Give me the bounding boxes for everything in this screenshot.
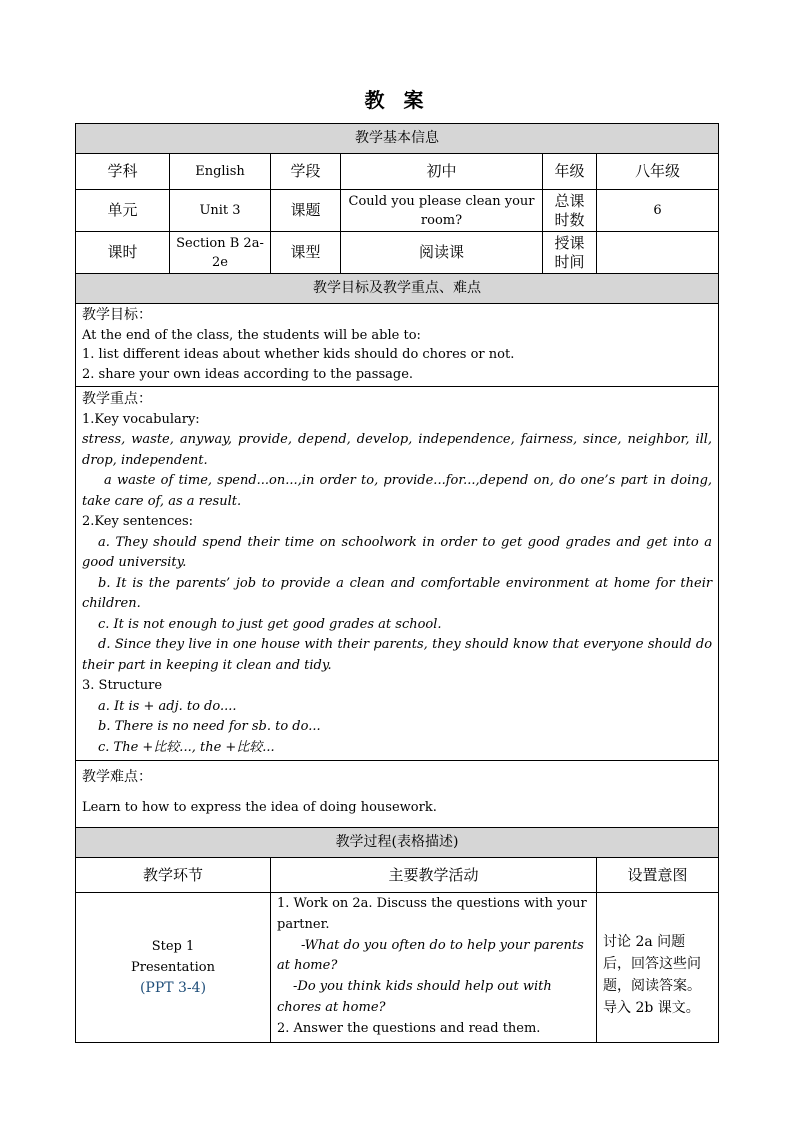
step-name: Step 1 (151, 938, 195, 954)
activity-line: 1. Work on 2a. Discuss the questions with your partner. (277, 896, 587, 932)
sentences-title: 2.Key sentences: (82, 514, 193, 529)
column-header: 主要教学活动 (271, 858, 597, 893)
activity-line: 2. Answer the questions and read them. (277, 1020, 541, 1036)
period-label: 课时 (76, 232, 170, 274)
difficulty-title: 教学难点： (82, 769, 152, 785)
teaching-time-label: 授课时间 (543, 232, 597, 274)
spacer (82, 788, 712, 798)
table-row (76, 154, 719, 190)
stage-value: 初中 (341, 154, 543, 190)
lesson-type-label: 课型 (271, 232, 341, 274)
process-header: 教学过程(表格描述) (76, 828, 719, 858)
key-sentence: d. Since they live in one house with their parents, they should know that everyone should do their part in keeping it clean and tidy. (82, 637, 713, 673)
structure-line: c. The +比较..., the +比较... (98, 739, 275, 755)
structure-line: a. It is + adj. to do.... (98, 698, 237, 714)
table-row (76, 893, 719, 1043)
table-row (76, 232, 719, 274)
step-stage: Presentation (131, 959, 215, 975)
vocab-phrases: a waste of time, spend...on...,in order to, provide...for...,depend on, do one’s part in doing, take care of, as a result. (82, 473, 713, 509)
unit-label: 单元 (76, 190, 170, 232)
stage-label: 学段 (271, 154, 341, 190)
total-hours-label: 总课时数 (543, 190, 597, 232)
lesson-plan-table (75, 123, 719, 1043)
key-sentence: b. It is the parents’ job to provide a clean and comfortable environment at home for their children. (82, 575, 713, 611)
goal-line: At the end of the class, the students will be able to: (82, 327, 421, 343)
topic-label: 课题 (271, 190, 341, 232)
grade-label: 年级 (543, 154, 597, 190)
table-row (76, 858, 719, 893)
lesson-type-value: 阅读课 (341, 232, 543, 274)
column-header: 设置意图 (597, 858, 719, 893)
unit-value: Unit 3 (170, 190, 271, 232)
key-points-title: 教学重点： (82, 391, 152, 407)
structure-line: b. There is no need for sb. to do... (98, 719, 321, 734)
difficulty-text: Learn to how to express the idea of doing housework. (82, 799, 437, 815)
total-hours-value: 6 (597, 190, 719, 232)
activity-question: -What do you often do to help your parents at home? (277, 937, 584, 974)
goals-title: 教学目标： (82, 307, 152, 323)
step-ppt: (PPT 3-4) (139, 979, 207, 996)
teaching-goals-cell (76, 304, 719, 387)
subject-value: English (170, 154, 271, 190)
grade-value: 八年级 (597, 154, 719, 190)
structure-title: 3. Structure (82, 678, 163, 693)
vocab-words: stress, waste, anyway, provide, depend, develop, independence, fairness, since, neighbor, ill, drop, independent. (82, 432, 713, 468)
objectives-header: 教学目标及教学重点、难点 (76, 274, 719, 304)
subject-label: 学科 (76, 154, 170, 190)
vocab-title: 1.Key vocabulary: (82, 411, 200, 427)
key-sentence: c. It is not enough to just get good grades at school. (98, 616, 442, 632)
column-header: 教学环节 (76, 858, 271, 893)
intent-cell (597, 893, 719, 1043)
page-title: 教 案 (364, 88, 430, 112)
period-value: Section B 2a-2e (170, 232, 271, 274)
intent-text: 讨论 2a 问题后，回答这些问题，阅读答案。导入 2b 课文。 (603, 934, 701, 1016)
topic-value: Could you please clean your room? (341, 190, 543, 232)
activity-question: -Do you think kids should help out with chores at home? (277, 979, 552, 1015)
basic-info-header: 教学基本信息 (76, 124, 719, 154)
table-row (76, 190, 719, 232)
difficulty-cell (76, 761, 719, 828)
goal-line: 1. list different ideas about whether kids should do chores or not. (82, 347, 515, 362)
activities-cell (271, 893, 597, 1043)
goal-line: 2. share your own ideas according to the passage. (82, 366, 414, 382)
key-points-cell (76, 387, 719, 761)
teaching-time-value (597, 232, 719, 274)
key-sentence: a. They should spend their time on schoolwork in order to get good grades and get into a good university. (82, 534, 713, 570)
step-cell (76, 893, 271, 1043)
